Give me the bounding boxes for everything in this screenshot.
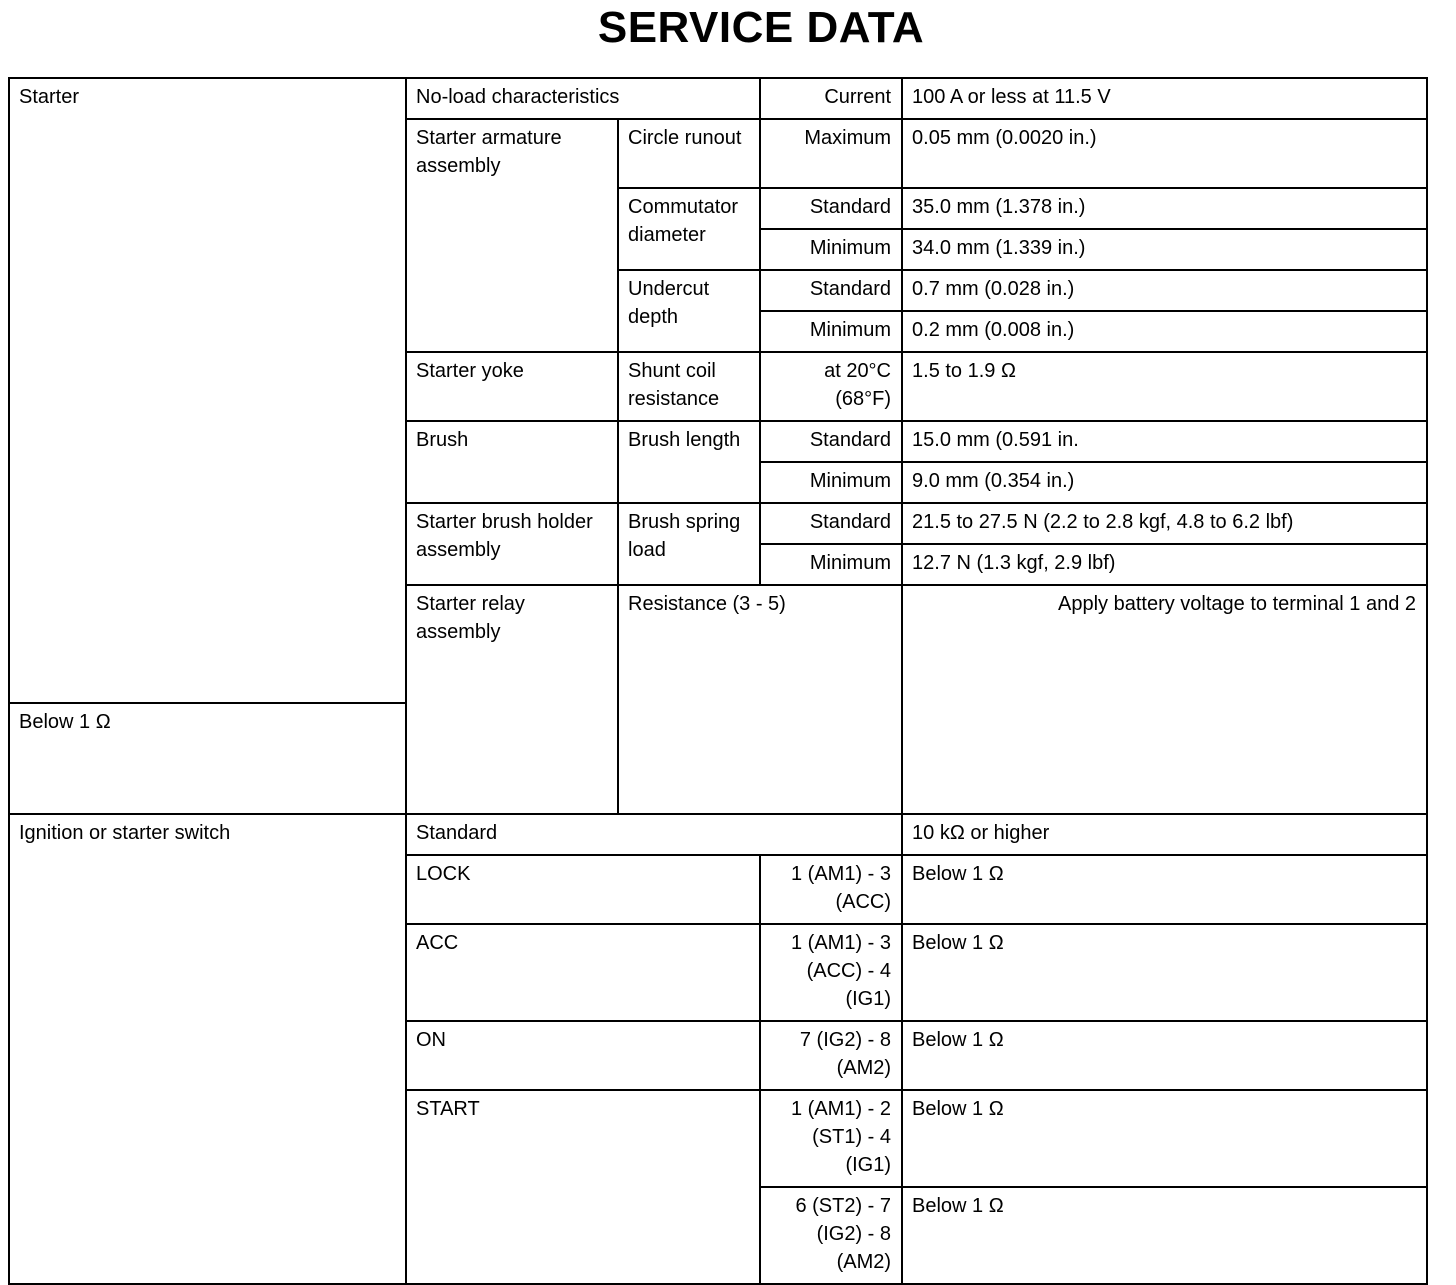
item-brush: Brush: [406, 421, 618, 503]
cond-minimum: Minimum: [760, 311, 902, 352]
item-yoke: Starter yoke: [406, 352, 618, 421]
value-start-2: Below 1 Ω: [902, 1187, 1427, 1284]
cond-standard: Standard: [760, 188, 902, 229]
cond-temperature: at 20°C (68°F): [760, 352, 902, 421]
cond-standard: Standard: [760, 270, 902, 311]
value-shunt-coil: 1.5 to 1.9 Ω: [902, 352, 1427, 421]
section-ignition: Ignition or starter switch: [9, 814, 406, 1284]
cond-standard: Standard: [760, 421, 902, 462]
item-on: ON: [406, 1021, 760, 1090]
value-relay-2: Below 1 Ω: [9, 703, 406, 814]
service-data-table: [8, 77, 1428, 1285]
cond-minimum: Minimum: [760, 544, 902, 585]
subitem-brush-length: Brush length: [618, 421, 760, 503]
value-commutator-minimum: 34.0 mm (1.339 in.): [902, 229, 1427, 270]
section-starter: Starter: [9, 78, 406, 703]
subitem-shunt-coil: Shunt coil resistance: [618, 352, 760, 421]
value-standard: 10 kΩ or higher: [902, 814, 1427, 855]
value-on: Below 1 Ω: [902, 1021, 1427, 1090]
value-brush-standard: 15.0 mm (0.591 in.: [902, 421, 1427, 462]
table-row: [9, 78, 1427, 119]
value-current: 100 A or less at 11.5 V: [902, 78, 1427, 119]
value-lock: Below 1 Ω: [902, 855, 1427, 924]
value-acc: Below 1 Ω: [902, 924, 1427, 1021]
cond-acc: 1 (AM1) - 3 (ACC) - 4 (IG1): [760, 924, 902, 1021]
subitem-commutator: Commutator diameter: [618, 188, 760, 270]
subitem-spring-load: Brush spring load: [618, 503, 760, 585]
value-undercut-standard: 0.7 mm (0.028 in.): [902, 270, 1427, 311]
cond-relay: Apply battery voltage to terminal 1 and 2: [902, 585, 1427, 814]
cond-standard: Standard: [760, 503, 902, 544]
item-lock: LOCK: [406, 855, 760, 924]
cond-lock: 1 (AM1) - 3 (ACC): [760, 855, 902, 924]
cond-minimum: Minimum: [760, 229, 902, 270]
item-noload: No-load characteristics: [406, 78, 760, 119]
section-relay: Starter relay assembly: [406, 585, 618, 814]
cond-minimum: Minimum: [760, 462, 902, 503]
item-start: START: [406, 1090, 760, 1284]
value-spring-standard: 21.5 to 27.5 N (2.2 to 2.8 kgf, 4.8 to 6.2 lbf): [902, 503, 1427, 544]
value-start-1: Below 1 Ω: [902, 1090, 1427, 1187]
item-relay-resistance: Resistance (3 - 5): [618, 585, 902, 814]
cond-start-1: 1 (AM1) - 2 (ST1) - 4 (IG1): [760, 1090, 902, 1187]
cond-current: Current: [760, 78, 902, 119]
item-acc: ACC: [406, 924, 760, 1021]
table-row: [9, 814, 1427, 855]
cond-start-2: 6 (ST2) - 7 (IG2) - 8 (AM2): [760, 1187, 902, 1284]
value-circle-runout: 0.05 mm (0.0020 in.): [902, 119, 1427, 188]
value-commutator-standard: 35.0 mm (1.378 in.): [902, 188, 1427, 229]
item-brush-holder: Starter brush holder assembly: [406, 503, 618, 585]
page-title: SERVICE DATA: [597, 3, 925, 52]
subitem-circle-runout: Circle runout: [618, 119, 760, 188]
subitem-undercut: Undercut depth: [618, 270, 760, 352]
item-standard: Standard: [406, 814, 902, 855]
cond-on: 7 (IG2) - 8 (AM2): [760, 1021, 902, 1090]
value-spring-minimum: 12.7 N (1.3 kgf, 2.9 lbf): [902, 544, 1427, 585]
item-armature: Starter armature assembly: [406, 119, 618, 352]
cond-maximum: Maximum: [760, 119, 902, 188]
value-undercut-minimum: 0.2 mm (0.008 in.): [902, 311, 1427, 352]
value-brush-minimum: 9.0 mm (0.354 in.): [902, 462, 1427, 503]
